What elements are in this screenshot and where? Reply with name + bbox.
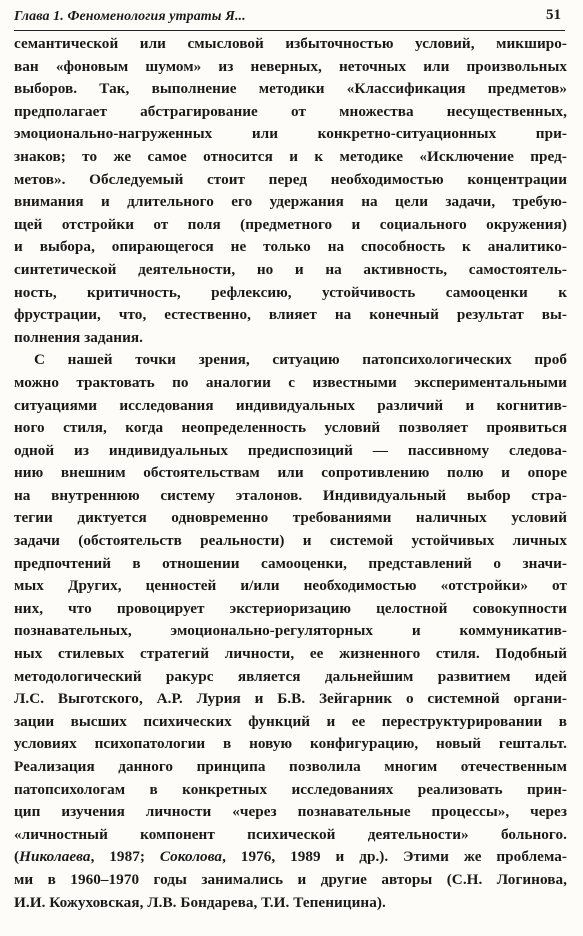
- text-line: знаков; то же самое относится и к методике «Исключение пред-: [14, 147, 567, 165]
- text-line: и выбора, опирающегося не только на способность к аналитико-: [14, 238, 567, 256]
- text-line: нию внешним обстоятельствам или сопротивлению полю и опоре: [14, 464, 567, 482]
- citation-line: [14, 846, 567, 869]
- text-line: одной из индивидуальных предиспозиций — пассивному следова-: [14, 441, 567, 459]
- text-line: на внутреннюю систему эталонов. Индивидуальный выбор стра-: [14, 486, 567, 504]
- text-line: ми в 1960–1970 годы занимались и другие авторы (С.Н. Логинова,: [14, 870, 567, 888]
- text-line: методологический ракурс является дальнейшим развитием идей: [14, 667, 567, 685]
- text-line: патопсихологам в конкретных исследованиях реализовать прин-: [14, 780, 567, 798]
- text-line: можно трактовать по аналогии с известными экспериментальными: [14, 373, 567, 391]
- text-line: ного стиля, когда неопределенность условий позволяет проявиться: [14, 419, 567, 437]
- text-line: семантической или смысловой избыточностью условий, микширо-: [14, 35, 567, 52]
- text-line: ность, критичность, рефлексию, устойчивость самооценки к: [14, 283, 567, 301]
- citation-author-sokolova: Соколова: [159, 848, 223, 866]
- running-head: [14, 4, 565, 31]
- text-line: мых Других, ценностей и/или необходимостью «отстройки» от: [14, 577, 567, 595]
- text-line: «личностный компонент психической деятельности» больного.: [14, 825, 567, 843]
- citation-author-nikolaeva: Николаева: [19, 848, 91, 866]
- citation-open-paren: (: [14, 848, 20, 866]
- citation-year-1: , 1987;: [90, 848, 160, 866]
- text-line: них, что провоцирует экстериоризацию целостной совокупности: [14, 599, 567, 617]
- chapter-title: Глава 1. Феноменология утраты Я...: [14, 9, 246, 24]
- paragraph-end-line: И.И. Кожуховская, Л.В. Бондарева, Т.И. Тепеницина).: [14, 893, 386, 911]
- paragraph-end-line: полнения задания.: [14, 328, 144, 346]
- text-line: ван «фоновым шумом» из неверных, неточных или произвольных: [14, 57, 567, 75]
- text-line: выборов. Так, выполнение методики «Классификация предметов»: [14, 80, 567, 98]
- paragraph-start-line: С нашей точки зрения, ситуацию патопсихологических проб: [34, 351, 567, 369]
- text-line: Реализация данного принципа позволила многим отечественным: [14, 758, 567, 775]
- citation-tail: , 1976, 1989 и др.). Этими же проблема-: [222, 848, 567, 866]
- text-line: эмоционально-нагруженных или конкретно-ситуационных при-: [14, 125, 567, 143]
- text-line: задачи (обстоятельств реальности) и системой устойчивых личных: [14, 532, 567, 550]
- text-line: ситуациями исследования индивидуальных различий и когнитив-: [14, 396, 567, 414]
- text-line: синтетической деятельности, но и на активность, самостоятель-: [14, 260, 567, 278]
- text-line: условиях психопатологии в новую конфигурацию, новый гештальт.: [14, 735, 567, 753]
- text-line: метов». Обследуемый стоит перед необходимостью концентрации: [14, 170, 567, 188]
- text-line: щей отстройки от поля (предметного и социального окружения): [14, 215, 567, 233]
- text-line: цип изучения личности «через познавательные процессы», через: [14, 803, 567, 821]
- text-line: ных стилевых стратегий личности, ее жизненного стиля. Подобный: [14, 645, 567, 663]
- text-line: зации высших психических функций и ее переструктурировании в: [14, 712, 567, 730]
- text-line: предпочтений в отношении самооценки, представлений о значи-: [14, 554, 567, 572]
- text-line: Л.С. Выготского, А.Р. Лурия и Б.В. Зейгарник о системной органи-: [14, 690, 567, 708]
- page-number: 51: [546, 7, 561, 23]
- text-line: фрустрации, что, естественно, влияет на конечный результат вы-: [14, 306, 567, 324]
- text-line: тегии диктуется одновременно требованиями наличных условий: [14, 509, 567, 527]
- text-line: познавательных, эмоционально-регуляторных и коммуникатив-: [14, 622, 567, 640]
- text-line: внимания и длительного его удержания на цели задачи, требую-: [14, 193, 567, 211]
- body-text: [14, 33, 567, 914]
- text-line: предполагает абстрагирование от множества несущественных,: [14, 102, 567, 120]
